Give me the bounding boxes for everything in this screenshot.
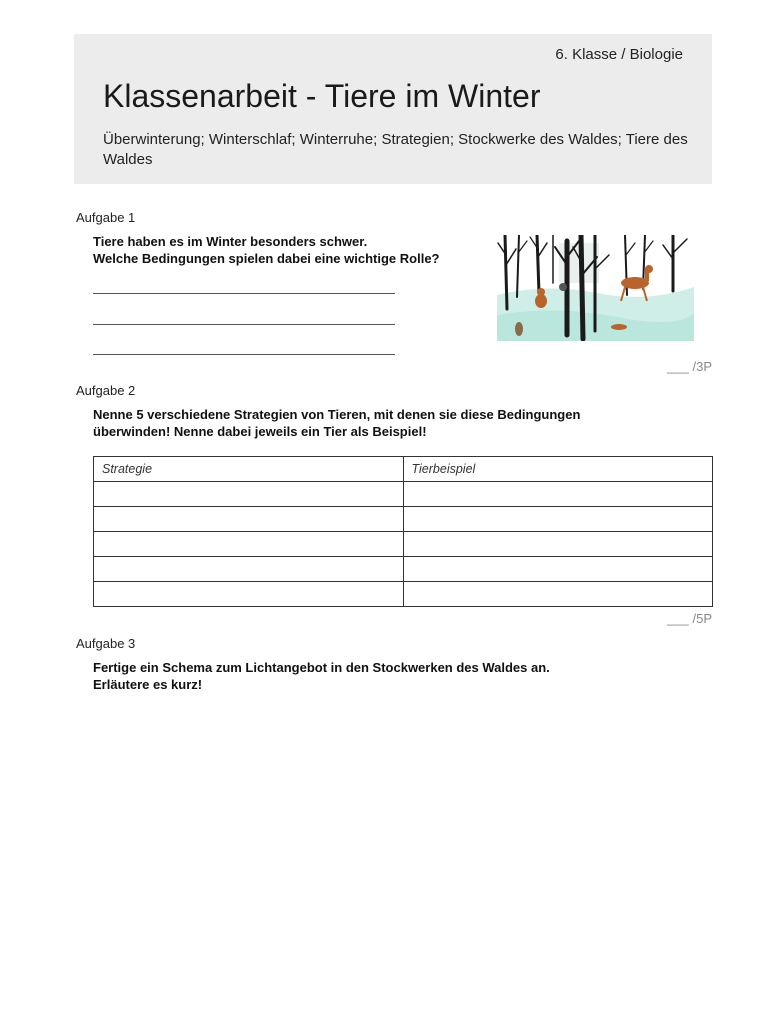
task3-label: Aufgabe 3: [76, 636, 136, 651]
table-header-row: [94, 457, 713, 482]
table-row: [94, 557, 713, 582]
task2-points: ___ /5P: [667, 611, 712, 626]
task3-line: Fertige ein Schema zum Lichtangebot in den Stockwerken des Waldes an.: [93, 660, 550, 675]
table-row: [94, 482, 713, 507]
header-box: [74, 34, 712, 184]
table-cell[interactable]: [94, 532, 404, 557]
task2-label: Aufgabe 2: [76, 383, 136, 398]
table-cell[interactable]: [94, 482, 404, 507]
table-cell[interactable]: [94, 557, 404, 582]
table-cell[interactable]: [94, 582, 404, 607]
grade-subject: 6. Klasse / Biologie: [555, 46, 683, 63]
task1-label: Aufgabe 1: [76, 210, 136, 225]
task2-line: überwinden! Nenne dabei jeweils ein Tier als Beispiel!: [93, 424, 427, 439]
task1-line: Welche Bedingungen spielen dabei eine wichtige Rolle?: [93, 251, 440, 266]
task2-line: Nenne 5 verschiedene Strategien von Tieren, mit denen sie diese Bedingungen: [93, 407, 581, 422]
strategy-table: [93, 456, 713, 607]
table-row: [94, 582, 713, 607]
task2-question: [93, 406, 580, 440]
task3-line: Erläutere es kurz!: [93, 677, 203, 692]
table-cell[interactable]: [403, 582, 713, 607]
page-title: Klassenarbeit - Tiere im Winter: [103, 78, 541, 114]
column-header-tierbeispiel: Tierbeispiel: [403, 457, 713, 482]
table-row: [94, 507, 713, 532]
task3-question: [93, 659, 550, 693]
answer-line[interactable]: [93, 354, 395, 355]
table-cell[interactable]: [94, 507, 404, 532]
task1-line: Tiere haben es im Winter besonders schwer.: [93, 234, 368, 249]
table-cell[interactable]: [403, 482, 713, 507]
table-cell[interactable]: [403, 557, 713, 582]
answer-line[interactable]: [93, 293, 395, 294]
topics-list: Überwinterung; Winterschlaf; Winterruhe; Strategien; Stockwerke des Waldes; Tiere des Waldes: [103, 131, 688, 168]
answer-line[interactable]: [93, 324, 395, 325]
task1-question: [93, 233, 440, 267]
table-cell[interactable]: [403, 507, 713, 532]
column-header-strategie: Strategie: [94, 457, 404, 482]
winter-forest-illustration: [497, 235, 694, 341]
table-row: [94, 532, 713, 557]
table-cell[interactable]: [403, 532, 713, 557]
task1-points: ___ /3P: [667, 359, 712, 374]
